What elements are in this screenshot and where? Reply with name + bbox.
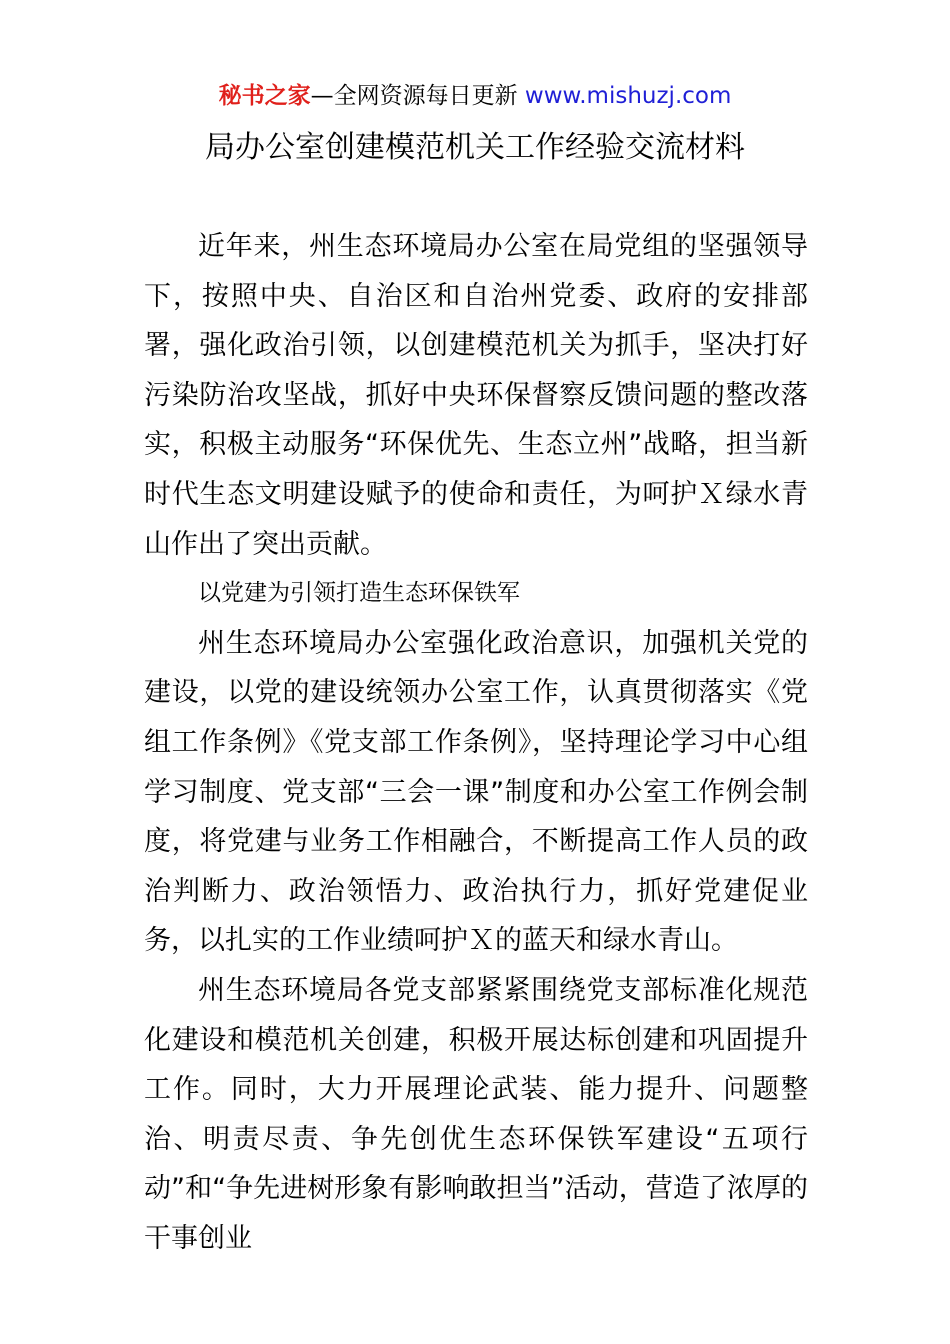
- document-body: [144, 222, 808, 1263]
- section-heading: 以党建为引领打造生态环保铁军: [198, 580, 520, 607]
- site-url-link[interactable]: www.mishuzj.com: [524, 83, 732, 109]
- brand-name: 秘书之家: [218, 83, 311, 109]
- paragraph-intro: 近年来，州生态环境局办公室在局党组的坚强领导下，按照中央、自治区和自治州党委、政府的安排部署，强化政治引领，以创建模范机关为抓手，坚决打好污染防治攻坚战，抓好中央环保督察反馈问题的整改落实，积极主动服务“环保优先、生态立州”战略，担当新时代生态文明建设赋予的使命和责任，为呵护Ｘ绿水青山作出了突出贡献。: [144, 231, 808, 560]
- paragraph-branch-activities: 州生态环境局各党支部紧紧围绕党支部标准化规范化建设和模范机关创建，积极开展达标创建和巩固提升工作。同时，大力开展理论武装、能力提升、问题整治、明责尽责、争先创优生态环保铁军建设“五项行动”和“争先进树形象有影响敢担当”活动，营造了浓厚的干事创业: [144, 974, 808, 1254]
- header-tagline: —全网资源每日更新: [310, 83, 518, 109]
- document-title: 局办公室创建模范机关工作经验交流材料: [205, 130, 745, 165]
- site-header: [0, 80, 950, 112]
- paragraph-party-building: 州生态环境局办公室强化政治意识，加强机关党的建设，以党的建设统领办公室工作，认真贯彻落实《党组工作条例》《党支部工作条例》，坚持理论学习中心组学习制度、党支部“三会一课”制度和办公室工作例会制度，将党建与业务工作相融合，不断提高工作人员的政治判断力、政治领悟力、政治执行力，抓好党建促业务，以扎实的工作业绩呵护Ｘ的蓝天和绿水青山。: [144, 627, 808, 957]
